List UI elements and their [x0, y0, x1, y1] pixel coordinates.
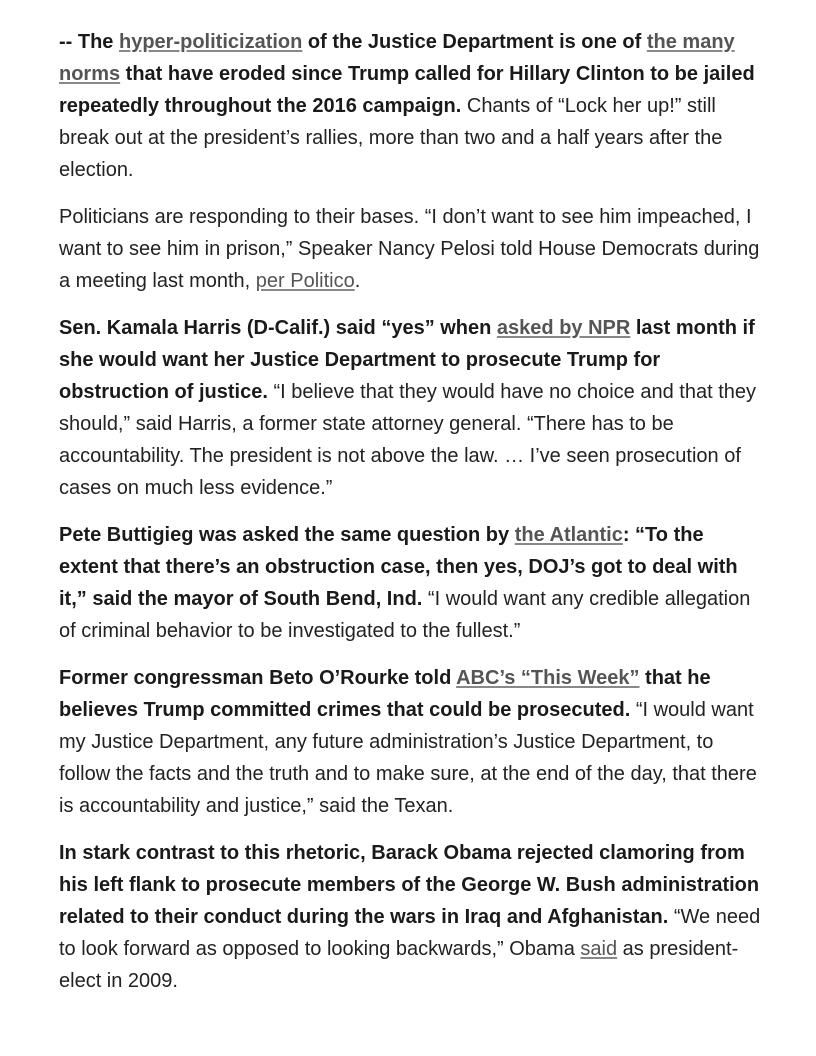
lead-text: Pete Buttigieg was asked the same question by the Atlantic: “To the extent that there’s an obstruction case, then yes, DOJ’s got to deal with it,” said the mayor of South Bend, Ind.	[59, 524, 738, 610]
article-body	[59, 26, 761, 1012]
body-text: Politicians are responding to their bases. “I don’t want to see him impeached, I want to see him in prison,” Speaker Nancy Pelosi told House Democrats during a meeting last month,	[59, 206, 760, 292]
lead-text: Sen. Kamala Harris (D-Calif.) said “yes” when asked by NPR last month if she would want her Justice Department to prosecute Trump for obstruction of justice.	[59, 317, 755, 403]
body-text: “I would want any credible allegation of criminal behavior to be investigated to the fullest.”	[59, 588, 751, 642]
paragraph-3	[59, 312, 761, 504]
paragraph-4	[59, 519, 761, 647]
paragraph-2: Politicians are responding to their bases. “I don’t want to see him impeached, I want to see him in prison,” Speaker Nancy Pelosi told House Democrats during a meeting last month, per Politico.	[59, 206, 760, 292]
link-said[interactable]: said	[580, 938, 618, 960]
link-abcs-this-week[interactable]: ABC’s “This Week”	[456, 667, 640, 689]
link-the-atlantic[interactable]: the Atlantic	[514, 524, 623, 546]
paragraph-6: In stark contrast to this rhetoric, Barack Obama rejected clamoring from his left flank to prosecute members of the George W. Bush administration related to their conduct during the wars in Iraq and Afghanistan. “We need to look forward as opposed to looking backwards,” Obama said as president-elect in 2009.	[59, 842, 761, 992]
paragraph-1	[59, 26, 761, 186]
body-text: “I would want my Justice Department, any future administration’s Justice Department, to follow the facts and the truth and to make sure, at the end of the day, that there is accountability and justice,” said the Texan.	[59, 699, 757, 817]
paragraph-5	[59, 662, 761, 822]
lead-text: Former congressman Beto O’Rourke told ABC’s “This Week” that he believes Trump committed crimes that could be prosecuted.	[59, 667, 711, 721]
link-per-politico[interactable]: per Politico	[255, 270, 355, 292]
lead-text: -- The hyper-politicization of the Justice Department is one of the many norms that have eroded since Trump called for Hillary Clinton to be jailed repeatedly throughout the 2016 campaign.	[59, 31, 755, 117]
lead-text: In stark contrast to this rhetoric, Barack Obama rejected clamoring from his left flank to prosecute members of the George W. Bush administration related to their conduct during the wars in Iraq and Afghanistan.	[59, 842, 760, 928]
link-hyper-politicization[interactable]: hyper-politicization	[119, 31, 303, 53]
link-asked-by-npr[interactable]: asked by NPR	[496, 317, 631, 339]
body-text: “We need to look forward as opposed to looking backwards,” Obama	[59, 906, 761, 960]
body-text: Chants of “Lock her up!” still break out at the president’s rallies, more than two and a half years after the election.	[59, 95, 723, 181]
link-the-many-norms[interactable]: the many norms	[59, 31, 735, 85]
body-text: “I believe that they would have no choice and that they should,” said Harris, a former state attorney general. “There has to be accountability. The president is not above the law. … I’ve seen prosecution of cases on much less evidence.”	[59, 381, 757, 499]
